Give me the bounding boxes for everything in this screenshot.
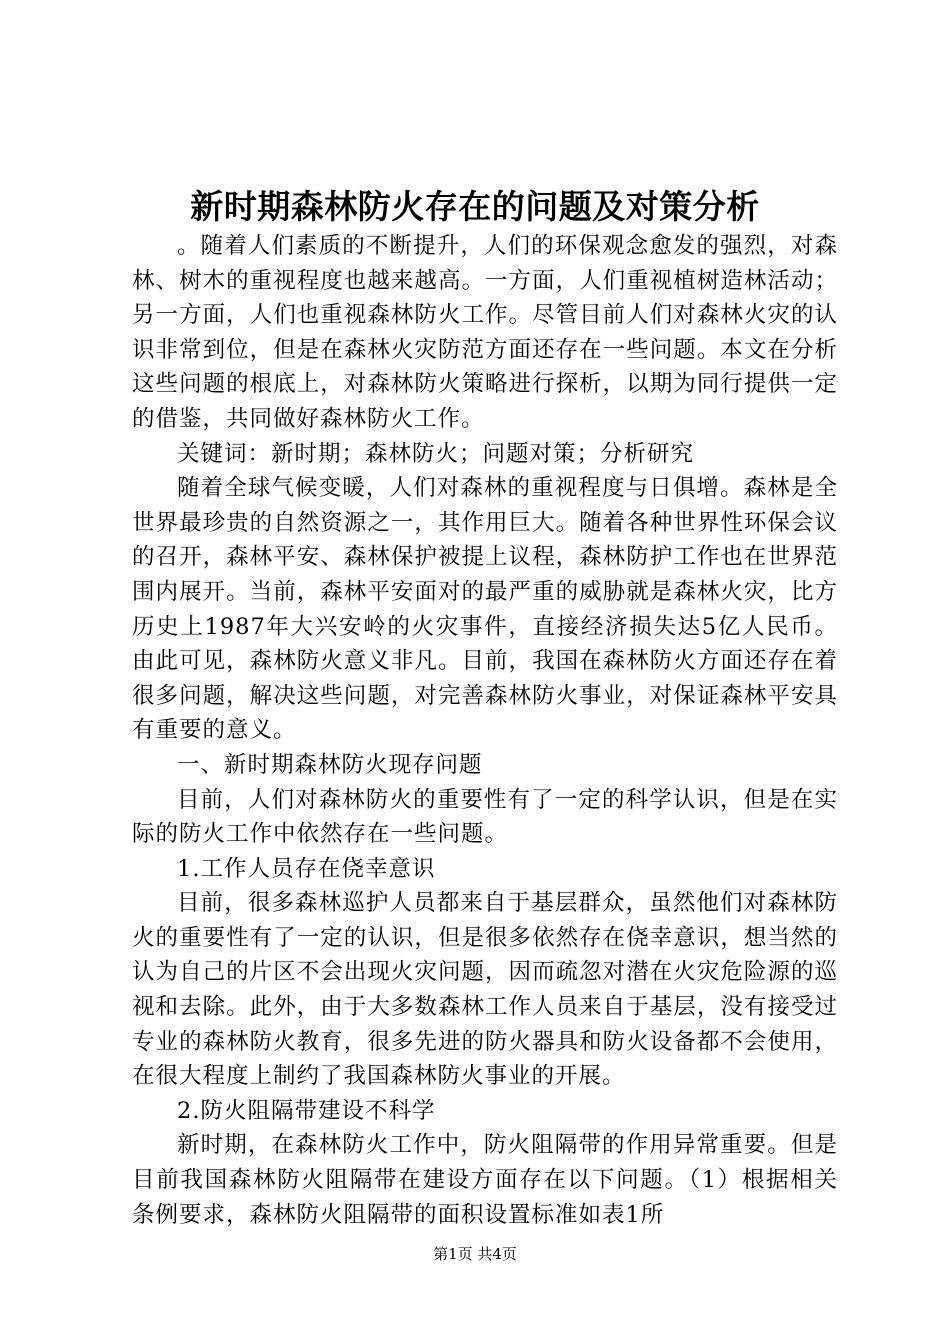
paragraph-subsection-2: 新时期，在森林防火工作中，防火阻隔带的作用异常重要。但是目前我国森林防火阻隔带在建设方面存在以下问题。（1）根据相关条例要求，森林防火阻隔带的面积设置标准如表1所 [132,1132,838,1228]
document-body [132,229,838,1232]
paragraph-abstract: 。随着人们素质的不断提升，人们的环保观念愈发的强烈，对森林、树木的重视程度也越来越高。一方面，人们重视植树造林活动；另一方面，人们也重视森林防火工作。尽管目前人们对森林火灾的认识非常到位，但是在森林火灾防范方面还存在一些问题。本文在分析这些问题的根底上，对森林防火策略进行探析，以期为同行提供一定的借鉴，共同做好森林防火工作。 [132,233,838,432]
section-heading-1: 一、新时期森林防火现存问题 [177,751,483,778]
subsection-heading-2: 2.防火阻隔带建设不科学 [177,1097,436,1124]
paragraph-intro: 随着全球气候变暖，人们对森林的重视程度与日俱增。森林是全世界最珍贵的自然资源之一，其作用巨大。随着各种世界性环保会议的召开，森林平安、森林保护被提上议程，森林防护工作也在世界范围内展开。当前，森林平安面对的最严重的威胁就是森林火灾，比方历史上1987年大兴安岭的火灾事件，直接经济损失达5亿人民币。由此可见，森林防火意义非凡。目前，我国在森林防火方面还存在着很多问题，解决这些问题，对完善森林防火事业，对保证森林平安具有重要的意义。 [132,475,838,744]
document-title: 新时期森林防火存在的问题及对策分析 [190,187,760,226]
keywords-line: 关键词：新时期；森林防火；问题对策；分析研究 [177,440,695,467]
paragraph-subsection-1: 目前，很多森林巡护人员都来自于基层群众，虽然他们对森林防火的重要性有了一定的认识，但是很多依然存在侥幸意识，想当然的认为自己的片区不会出现火灾问题，因而疏忽对潜在火灾危险源的巡视和去除。此外，由于大多数森林工作人员来自于基层，没有接受过专业的森林防火教育，很多先进的防火器具和防火设备都不会使用，在很大程度上制约了我国森林防火事业的开展。 [132,890,838,1090]
subsection-heading-1: 1.工作人员存在侥幸意识 [177,855,436,882]
paragraph-section-1: 目前，人们对森林防火的重要性有了一定的科学认识，但是在实际的防火工作中依然存在一些问题。 [132,786,838,848]
page-footer: 第1页 共4页 [433,1245,517,1263]
